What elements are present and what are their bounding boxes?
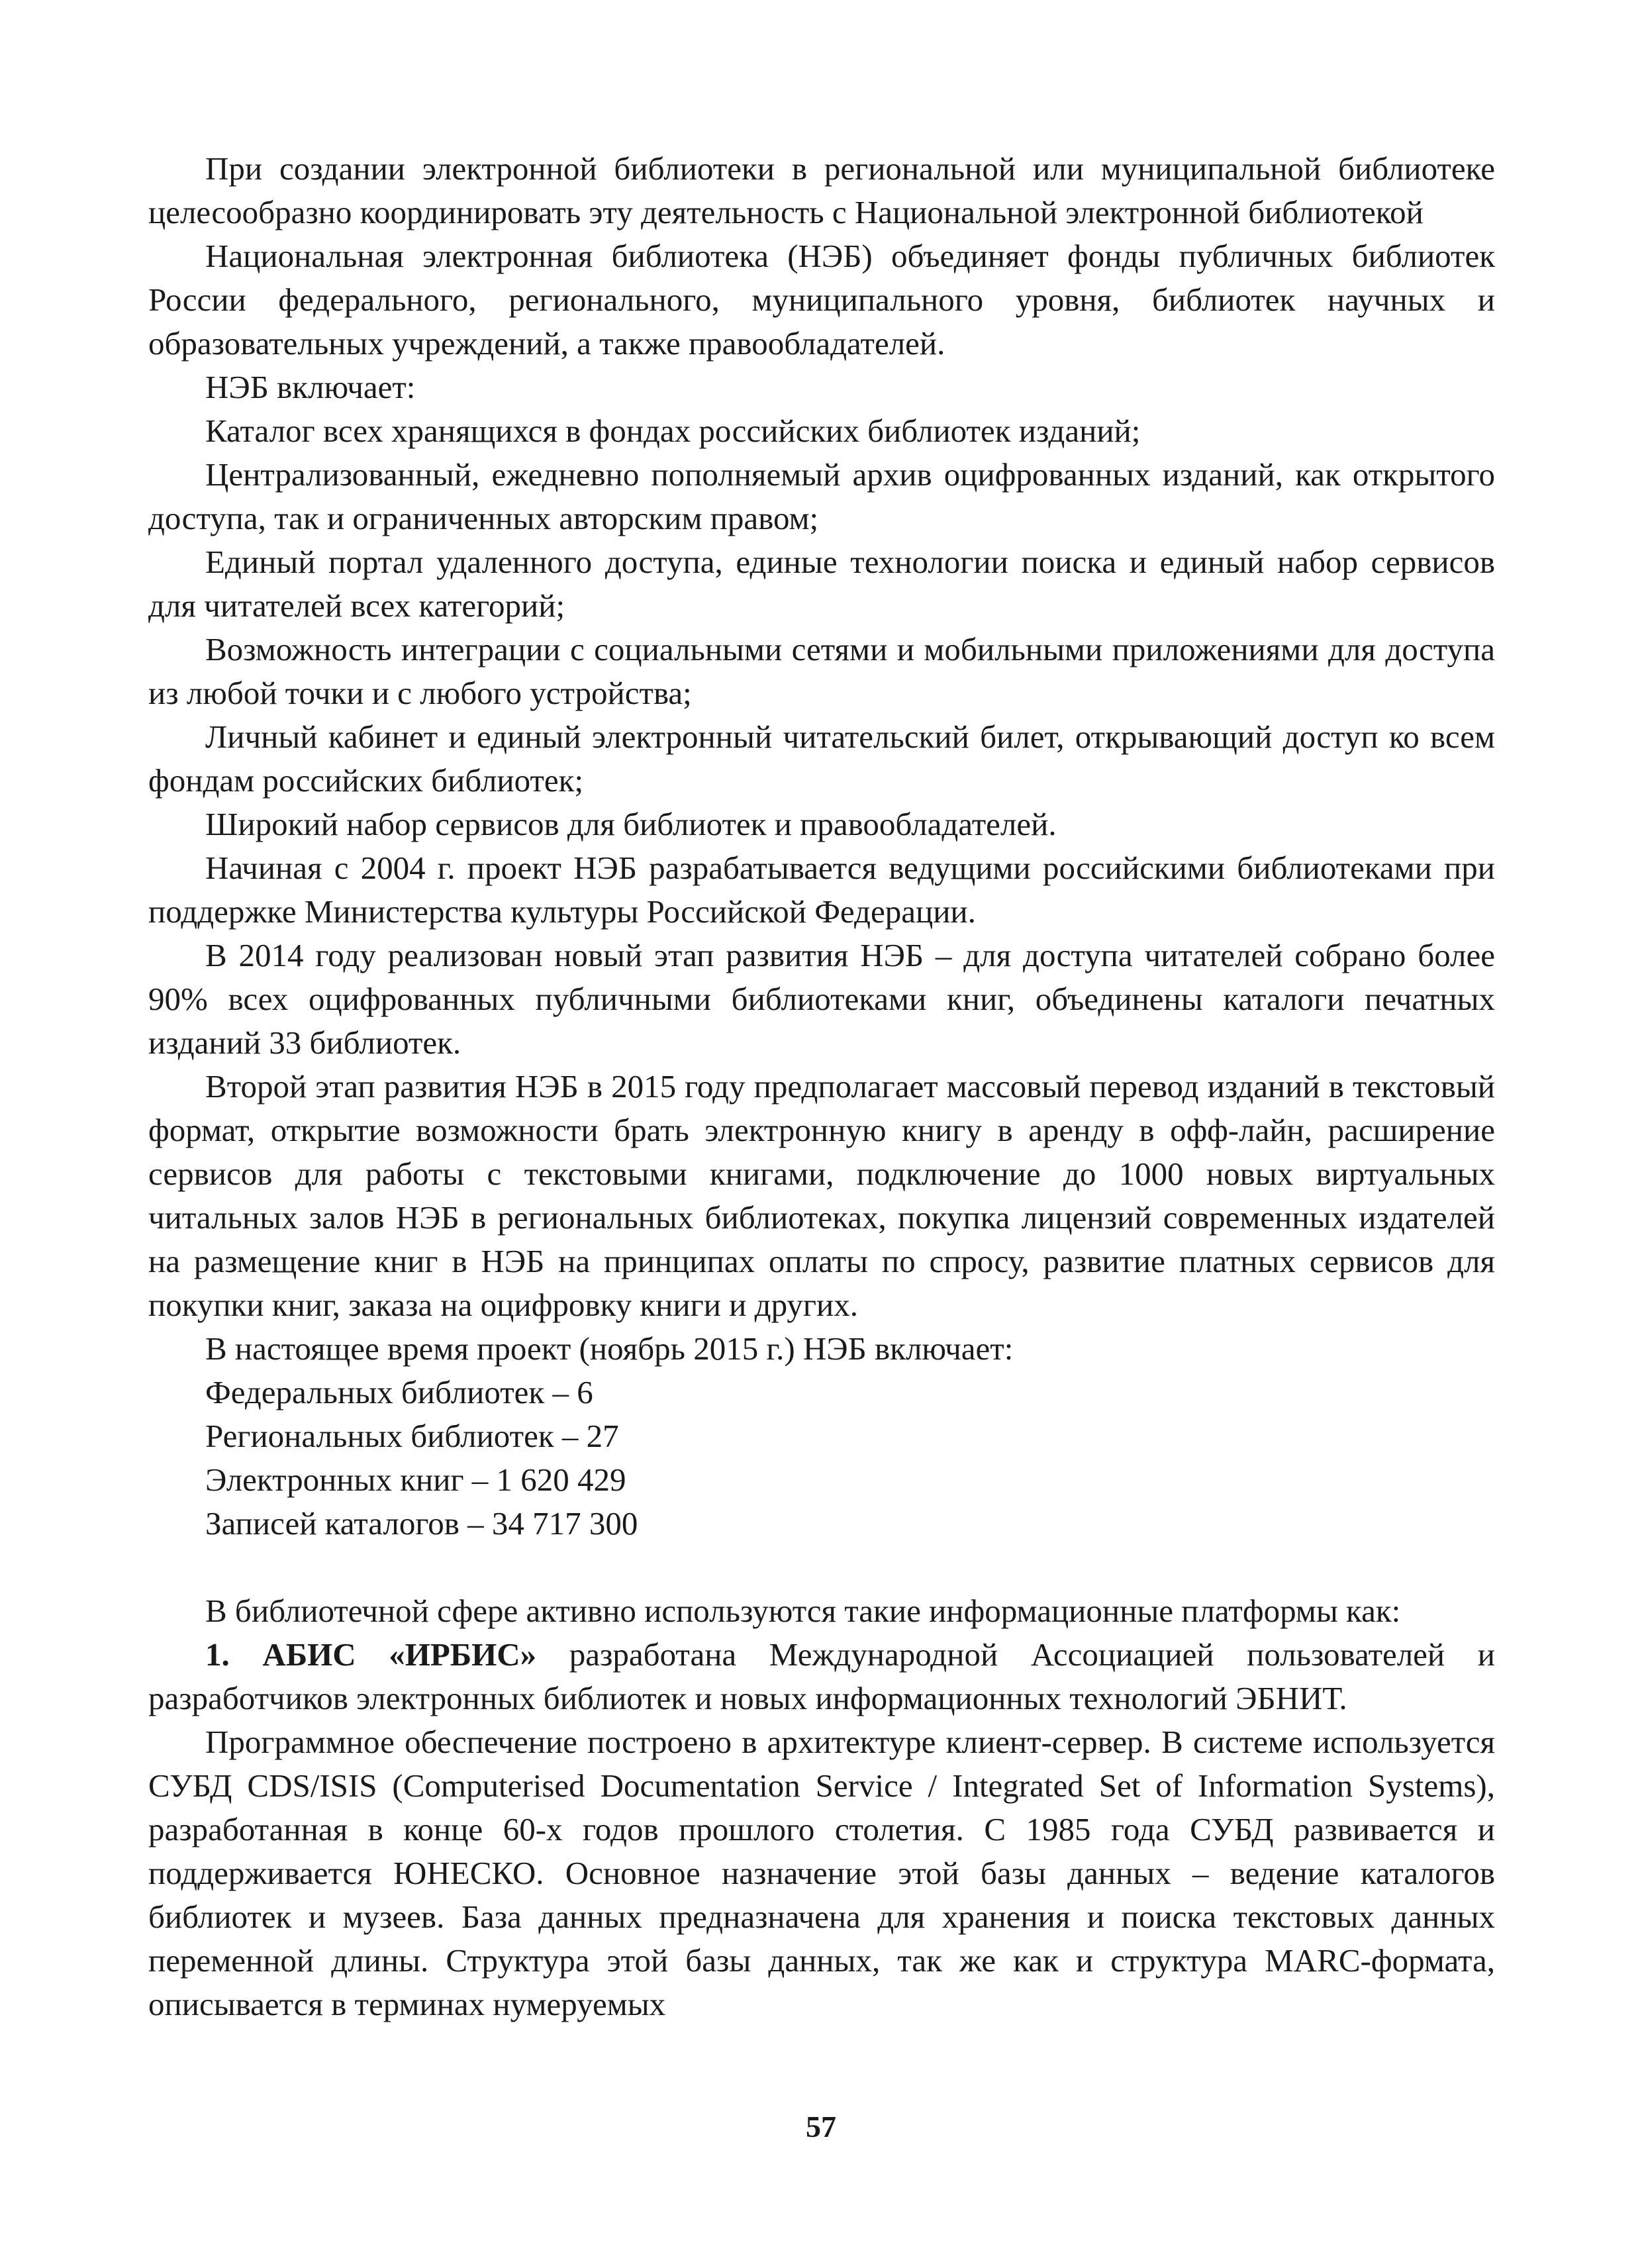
list-item-integration: Возможность интеграции с социальными сетями и мобильными приложениями для доступа из любой точки и с любого устройства; (148, 631, 1495, 711)
list-item-cabinet: Личный кабинет и единый электронный читательский билет, открывающий доступ ко всем фондам российских библиотек; (148, 718, 1495, 799)
paragraph-neb-includes: НЭБ включает: (205, 369, 416, 405)
irbis-heading: 1. АБИС «ИРБИС» (205, 1636, 537, 1673)
stat-federal-libraries: Федеральных библиотек – 6 (205, 1374, 593, 1410)
paragraph-current: В настоящее время проект (ноябрь 2015 г.) НЭБ включает: (205, 1330, 1014, 1367)
page-body (148, 147, 1495, 2026)
page-number: 57 (806, 2110, 836, 2144)
stat-catalog-records: Записей каталогов – 34 717 300 (205, 1505, 638, 1542)
irbis-text: разработана Международной Ассоциацией пользователей и разработчиков электронных библиотек и новых информационных технологий ЭБНИТ. (148, 1636, 1495, 1716)
section-spacer (148, 1546, 1495, 1589)
stat-regional-libraries: Региональных библиотек – 27 (205, 1418, 619, 1454)
paragraph-irbis (148, 1633, 1495, 1720)
paragraph-software: Программное обеспечение построено в архитектуре клиент-сервер. В системе используется СУБД CDS/ISIS (Computerised Documentation Service / Integrated Set of Information Systems), разработанная в конце 60-х годов прошлого столетия. С 1985 года СУБД развивается и поддерживается ЮНЕСКО. Основное назначение этой базы данных – ведение каталогов библиотек и музеев. База данных предназначена для хранения и поиска текстовых данных переменной длины. Структура этой базы данных, так же как и структура MARC-формата, описывается в терминах нумеруемых (148, 1724, 1495, 2022)
list-item-portal: Единый портал удаленного доступа, единые технологии поиска и единый набор сервисов для читателей всех категорий; (148, 544, 1495, 624)
paragraph-neb-description: Национальная электронная библиотека (НЭБ) объединяет фонды публичных библиотек России федерального, регионального, муниципального уровня, библиотек научных и образовательных учреждений, а также правообладателей. (148, 238, 1495, 362)
paragraph-2015: Второй этап развития НЭБ в 2015 году предполагает массовый перевод изданий в текстовый формат, открытие возможности брать электронную книгу в аренду в офф-лайн, расширение сервисов для работы с текстовыми книгами, подключение до 1000 новых виртуальных читальных залов НЭБ в региональных библиотеках, покупка лицензий современных издателей на размещение книг в НЭБ на принципах оплаты по спросу, развитие платных сервисов для покупки книг, заказа на оцифровку книги и других. (148, 1068, 1495, 1323)
list-item-catalog: Каталог всех хранящихся в фондах российских библиотек изданий; (205, 413, 1141, 449)
paragraph-intro: При создании электронной библиотеки в региональной или муниципальной библиотеке целесообразно координировать эту деятельность с Национальной электронной библиотекой (148, 150, 1495, 230)
paragraph-since-2004: Начиная с 2004 г. проект НЭБ разрабатывается ведущими российскими библиотеками при поддержке Министерства культуры Российской Федерации. (148, 850, 1495, 930)
paragraph-platforms-intro: В библиотечной сфере активно используются такие информационные платформы как: (205, 1593, 1401, 1629)
paragraph-2014: В 2014 году реализован новый этап развития НЭБ – для доступа читателей собрано более 90% всех оцифрованных публичными библиотеками книг, объединены каталоги печатных изданий 33 библиотек. (148, 937, 1495, 1061)
stat-electronic-books: Электронных книг – 1 620 429 (205, 1461, 626, 1498)
list-item-services: Широкий набор сервисов для библиотек и правообладателей. (205, 806, 1057, 842)
list-item-archive: Централизованный, ежедневно пополняемый архив оцифрованных изданий, как открытого доступа, так и ограниченных авторским правом; (148, 456, 1495, 536)
